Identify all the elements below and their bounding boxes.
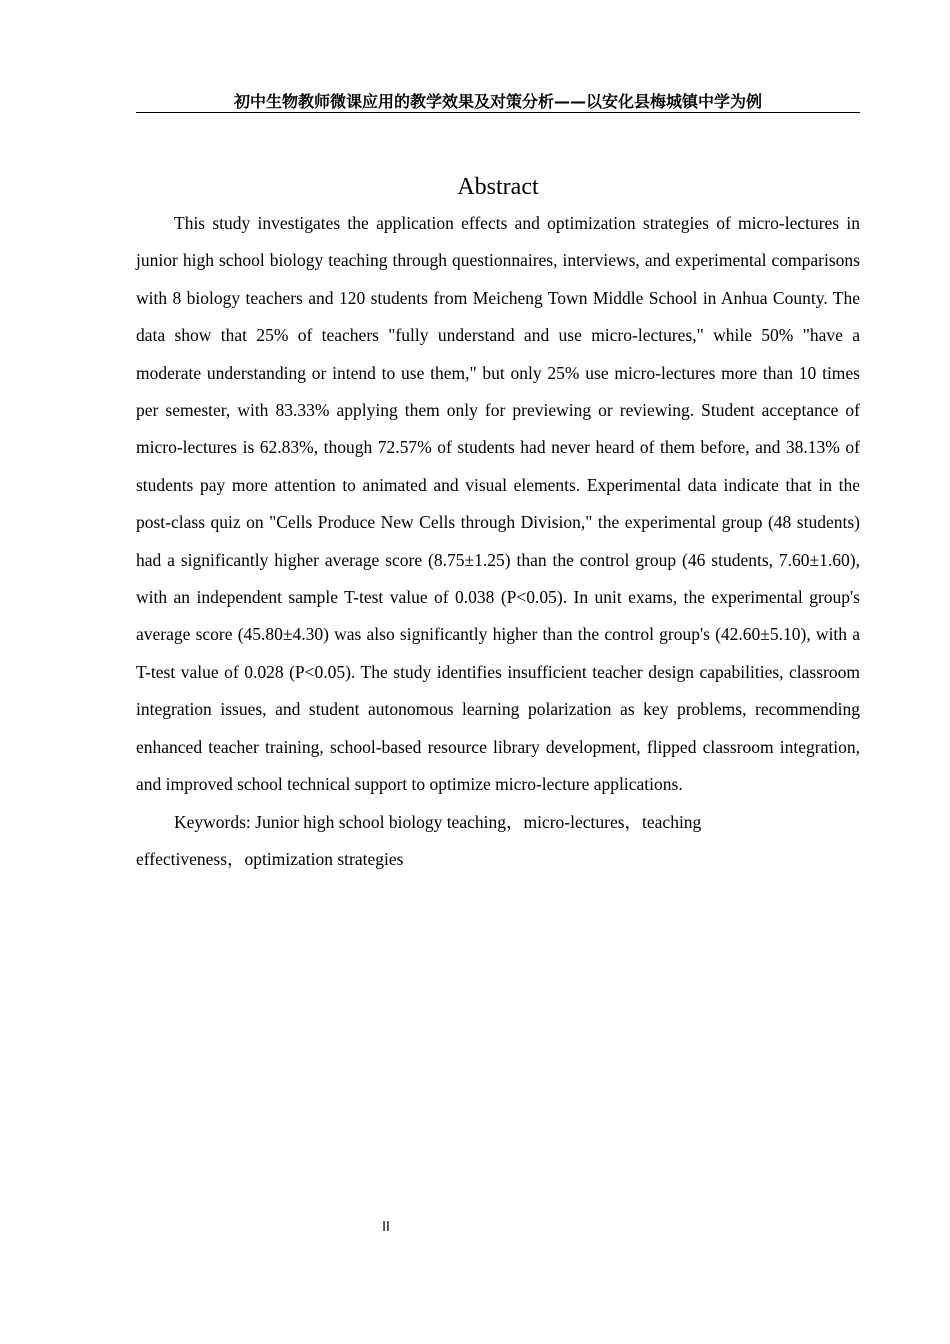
abstract-body: This study investigates the application effects and optimization strategies of micro-lectures in junior high school biology teaching through questionnaires, interviews, and experimental comparisons with 8 biology teachers and 120 students from Meicheng Town Middle School in Anhua County. The data show that 25% of teachers "fully understand and use micro-lectures," while 50% "have a moderate understanding or intend to use them," but only 25% use micro-lectures more than 10 times per semester, with 83.33% applying them only for previewing or reviewing. Student acceptance of micro-lectures is 62.83%, though 72.57% of students had never heard of them before, and 38.13% of students pay more attention to animated and visual elements. Experimental data indicate that in the post-class quiz on "Cells Produce New Cells through Division," the experimental group (48 students) had a significantly higher average score (8.75±1.25) than the control group (46 students, 7.60±1.60), with an independent sample T-test value of 0.038 (P<0.05). In unit exams, the experimental group's average score (45.80±4.30) was also significantly higher than the control group's (42.60±5.10), with a T-test value of 0.028 (P<0.05). The study identifies insufficient teacher design capabilities, classroom integration issues, and student autonomous learning polarization as key problems, recommending enhanced teacher training, school-based resource library development, flipped classroom integration, and improved school technical support to optimize micro-lecture applications.	[136, 213, 860, 795]
page-number: II	[382, 1220, 390, 1235]
abstract-section	[136, 205, 860, 878]
keywords-line: Keywords: Junior high school biology teaching，micro-lectures，teaching effectiveness，optimization strategies	[136, 811, 702, 869]
abstract-heading: Abstract	[457, 174, 539, 200]
running-header: 初中生物教师微课应用的教学效果及对策分析——以安化县梅城镇中学为例	[136, 92, 860, 113]
